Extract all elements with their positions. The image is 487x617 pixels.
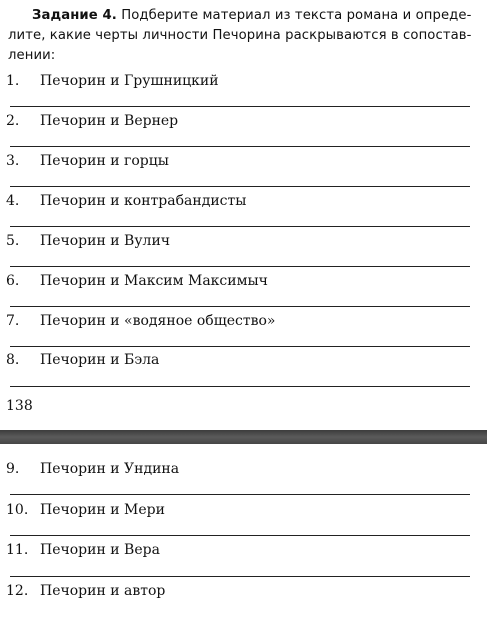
item-number: 11. (6, 542, 29, 558)
answer-line[interactable] (10, 186, 470, 187)
task-line-3: лении: (8, 48, 56, 63)
list-item (6, 502, 165, 518)
item-number: 1. (6, 73, 20, 89)
item-text: Печорин и «водяное общество» (40, 313, 276, 329)
list-item (6, 461, 179, 477)
item-text: Печорин и Бэла (40, 352, 160, 368)
list-item (6, 583, 165, 599)
item-number: 8. (6, 352, 20, 368)
answer-line[interactable] (10, 266, 470, 267)
item-number: 5. (6, 233, 20, 249)
item-number: 9. (6, 461, 20, 477)
list-item (6, 113, 178, 129)
answer-line[interactable] (10, 494, 470, 495)
page-number: 138 (6, 398, 33, 414)
item-text: Печорин и контрабандисты (40, 193, 247, 209)
list-item (6, 73, 219, 89)
item-number: 3. (6, 153, 20, 169)
task-instruction (8, 6, 478, 66)
item-number: 7. (6, 313, 20, 329)
list-item (6, 542, 160, 558)
answer-line[interactable] (10, 146, 470, 147)
item-text: Печорин и Вулич (40, 233, 171, 249)
item-number: 4. (6, 193, 20, 209)
list-item (6, 233, 170, 249)
item-text: Печорин и автор (40, 583, 166, 599)
item-text: Печорин и горцы (40, 153, 169, 169)
item-number: 10. (6, 502, 29, 518)
task-line-1-text: Подберите материал из текста романа и опреде- (121, 8, 472, 23)
item-number: 6. (6, 273, 20, 289)
list-item (6, 273, 268, 289)
answer-line[interactable] (10, 306, 470, 307)
task-label: Задание 4. (32, 8, 117, 23)
list-item (6, 313, 275, 329)
item-text: Печорин и Грушницкий (40, 73, 219, 89)
answer-line[interactable] (10, 346, 470, 347)
answer-line[interactable] (10, 106, 470, 107)
item-text: Печорин и Мери (40, 502, 165, 518)
item-text: Печорин и Вернер (40, 113, 179, 129)
item-text: Печорин и Максим Максимыч (40, 273, 268, 289)
list-item (6, 352, 159, 368)
answer-line[interactable] (10, 226, 470, 227)
page-divider (0, 430, 487, 444)
item-text: Печорин и Ундина (40, 461, 180, 477)
list-item (6, 193, 246, 209)
list-item (6, 153, 169, 169)
task-line-1 (8, 6, 478, 26)
item-number: 12. (6, 583, 29, 599)
item-text: Печорин и Вера (40, 542, 160, 558)
task-line-2: лите, какие черты личности Печорина раскрываются в сопостав- (8, 28, 472, 43)
answer-line[interactable] (10, 535, 470, 536)
item-number: 2. (6, 113, 20, 129)
answer-line[interactable] (10, 386, 470, 387)
answer-line[interactable] (10, 576, 470, 577)
